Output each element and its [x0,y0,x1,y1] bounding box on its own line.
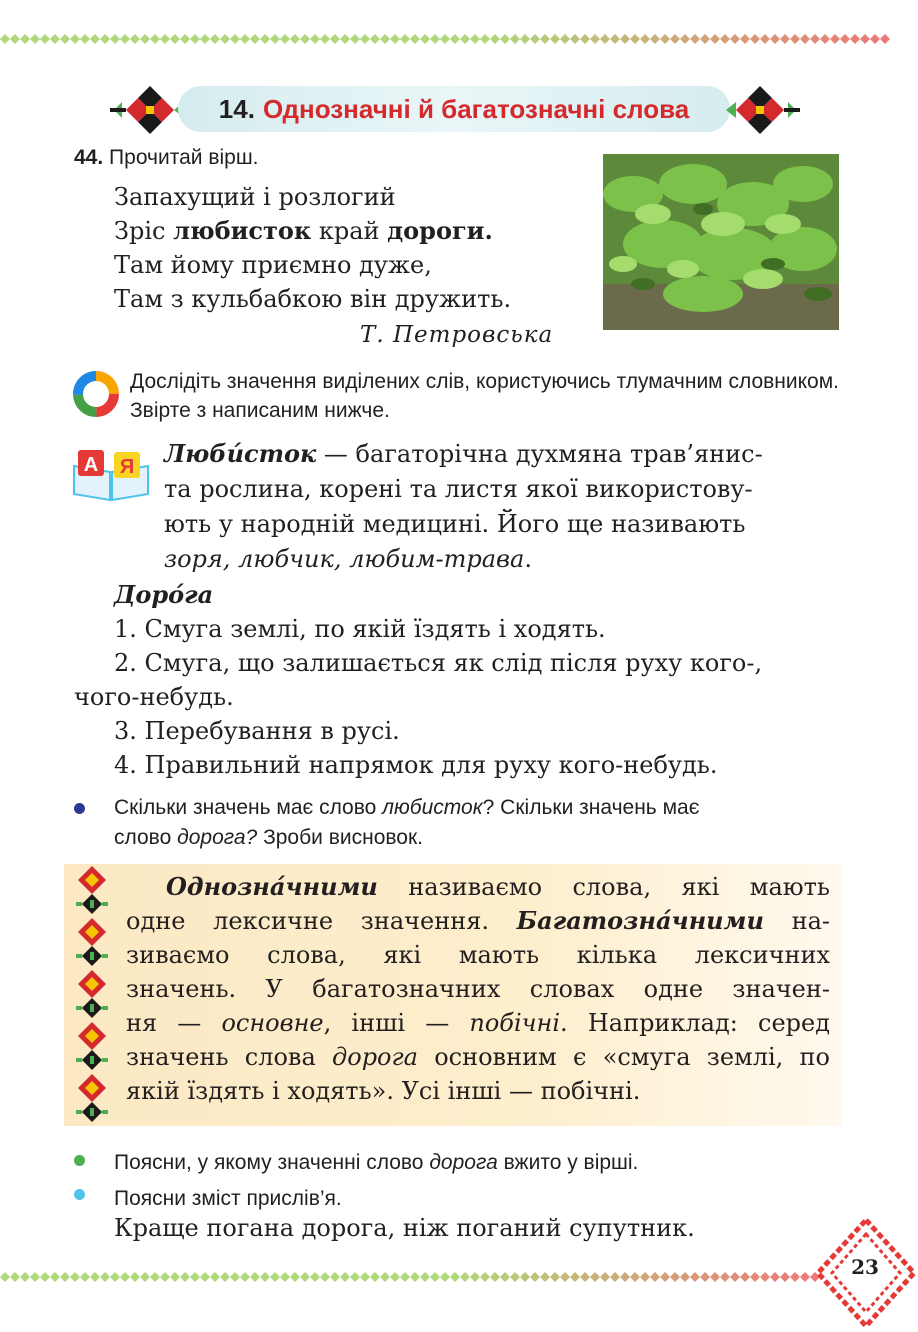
rule-italic: побічні [469,1009,561,1037]
definition-text: — багаторічна духмяна трав’янис- [316,440,763,468]
question-part: ? Скільки значень має [482,796,700,819]
rule-part: називаємо слова, які мають [377,873,830,901]
bullet-item-1 [114,1145,854,1181]
rule-line [126,1006,830,1040]
bullet-item-2: Поясни зміст прислів’я. [114,1187,342,1210]
poem-text: край [311,217,388,245]
task-text: Прочитай вірш. [109,146,259,169]
poem-text: . [484,216,493,245]
definition-headword-row [74,578,844,612]
question-word: любисток [382,796,483,819]
rule-italic: основне [221,1009,324,1037]
rule-term: Багатозна́чними [516,906,764,935]
bullet-list [114,1145,854,1217]
definition-doroga [74,578,844,782]
rule-text [126,870,830,1108]
research-circle-icon [72,370,120,418]
definition-line: та рослина, корені та листя якої використову- [164,475,753,503]
bullet-dot-blue-icon [74,803,85,814]
definition-headword: Доро́га [114,580,214,609]
meaning-2-cont: чого-небудь. [74,683,234,711]
lesson-title-text: Однозначні й багатозначні слова [262,93,690,124]
embroidery-vertical-ornament-icon [74,864,110,1126]
definition-headword: Люби́сток [164,439,317,468]
definition-text: . [524,545,532,573]
poem-line-4: Там з кульбабкою він дружить. [114,285,512,313]
rule-line: значень. У багатозначних словах одне значен- [126,975,830,1003]
top-border-ornament [0,34,890,44]
dictionary-letter-a: А [83,454,99,476]
task-number: 44. [74,146,104,169]
definition-synonyms: зоря, любчик, любим-трава [164,545,525,573]
instruction-text: Дослідіть значення виділених слів, користуючись тлумачним словником. Звірте з написаним нижче. [130,370,839,422]
page-number: 23 [851,1255,879,1279]
rule-line [126,904,830,938]
rule-italic: дорога [332,1043,418,1071]
meaning-1: 1. Смуга землі, по якій їздять і ходять. [114,615,606,643]
bullet-italic: дорога [429,1151,498,1174]
embroidery-ornament-right-icon [720,82,800,138]
rule-part: , інші — [323,1009,470,1037]
poem-line-1: Запахущий і розлогий [114,183,396,211]
poem-highlight-word: любисток [173,216,312,245]
dictionary-letter-ya: Я [119,456,135,478]
rule-part: на- [763,907,830,935]
task-44 [74,146,259,170]
bottom-border-ornament [0,1272,820,1282]
definition-lubystok [164,436,840,577]
definition-line [164,542,840,577]
meaning-2: 2. Смуга, що залишається як слід після руху кого-, [114,649,763,677]
poem-line-2 [114,214,511,248]
rule-part: ня — [126,1009,222,1037]
question-part: Зроби висновок. [257,826,423,849]
rule-line: зиваємо слова, які мають кілька лексичних [126,941,830,969]
rule-part: основним є «смуга землі, по [417,1043,830,1071]
bullet-part: Поясни, у якому значенні слово [114,1151,430,1174]
rule-part: значень слова [126,1043,333,1071]
proverb: Краще погана дорога, ніж поганий супутник. [114,1214,695,1242]
definition-line [164,436,840,472]
rule-line: якій їздять і ходять». Усі інші — побічні. [126,1077,641,1105]
poem-line-3: Там йому приємно дуже, [114,251,432,279]
question-word: дорога? [177,826,258,849]
bullet-dot-green-icon [74,1155,85,1166]
rule-part: . Наприклад: серед [560,1009,830,1037]
lovage-plant-photo [603,154,839,330]
lesson-title-band [110,82,800,138]
rule-line [126,870,830,904]
poem [114,180,511,316]
meaning-4: 4. Правильний напрямок для руху кого-небудь. [114,751,718,779]
dictionary-book-icon [72,446,150,502]
question-text [114,793,854,853]
definition-line: ють у народній медицині. Його ще називають [164,510,746,538]
poem-author: Т. Петровська [360,322,554,348]
lesson-number: 14. [218,93,255,124]
bullet-dot-cyan-icon [74,1189,85,1200]
question-part: слово [114,826,178,849]
bullet-part: вжито у вірші. [497,1151,639,1174]
meaning-3: 3. Перебування в русі. [114,717,400,745]
lesson-title [178,86,730,132]
rule-term: Однозна́чними [166,872,378,901]
poem-highlight-word: дороги [387,216,485,245]
rule-line [126,1040,830,1074]
poem-text: Зріс [114,217,174,245]
question-part: Скільки значень має слово [114,796,383,819]
rule-part: одне лексичне значення. [126,907,517,935]
